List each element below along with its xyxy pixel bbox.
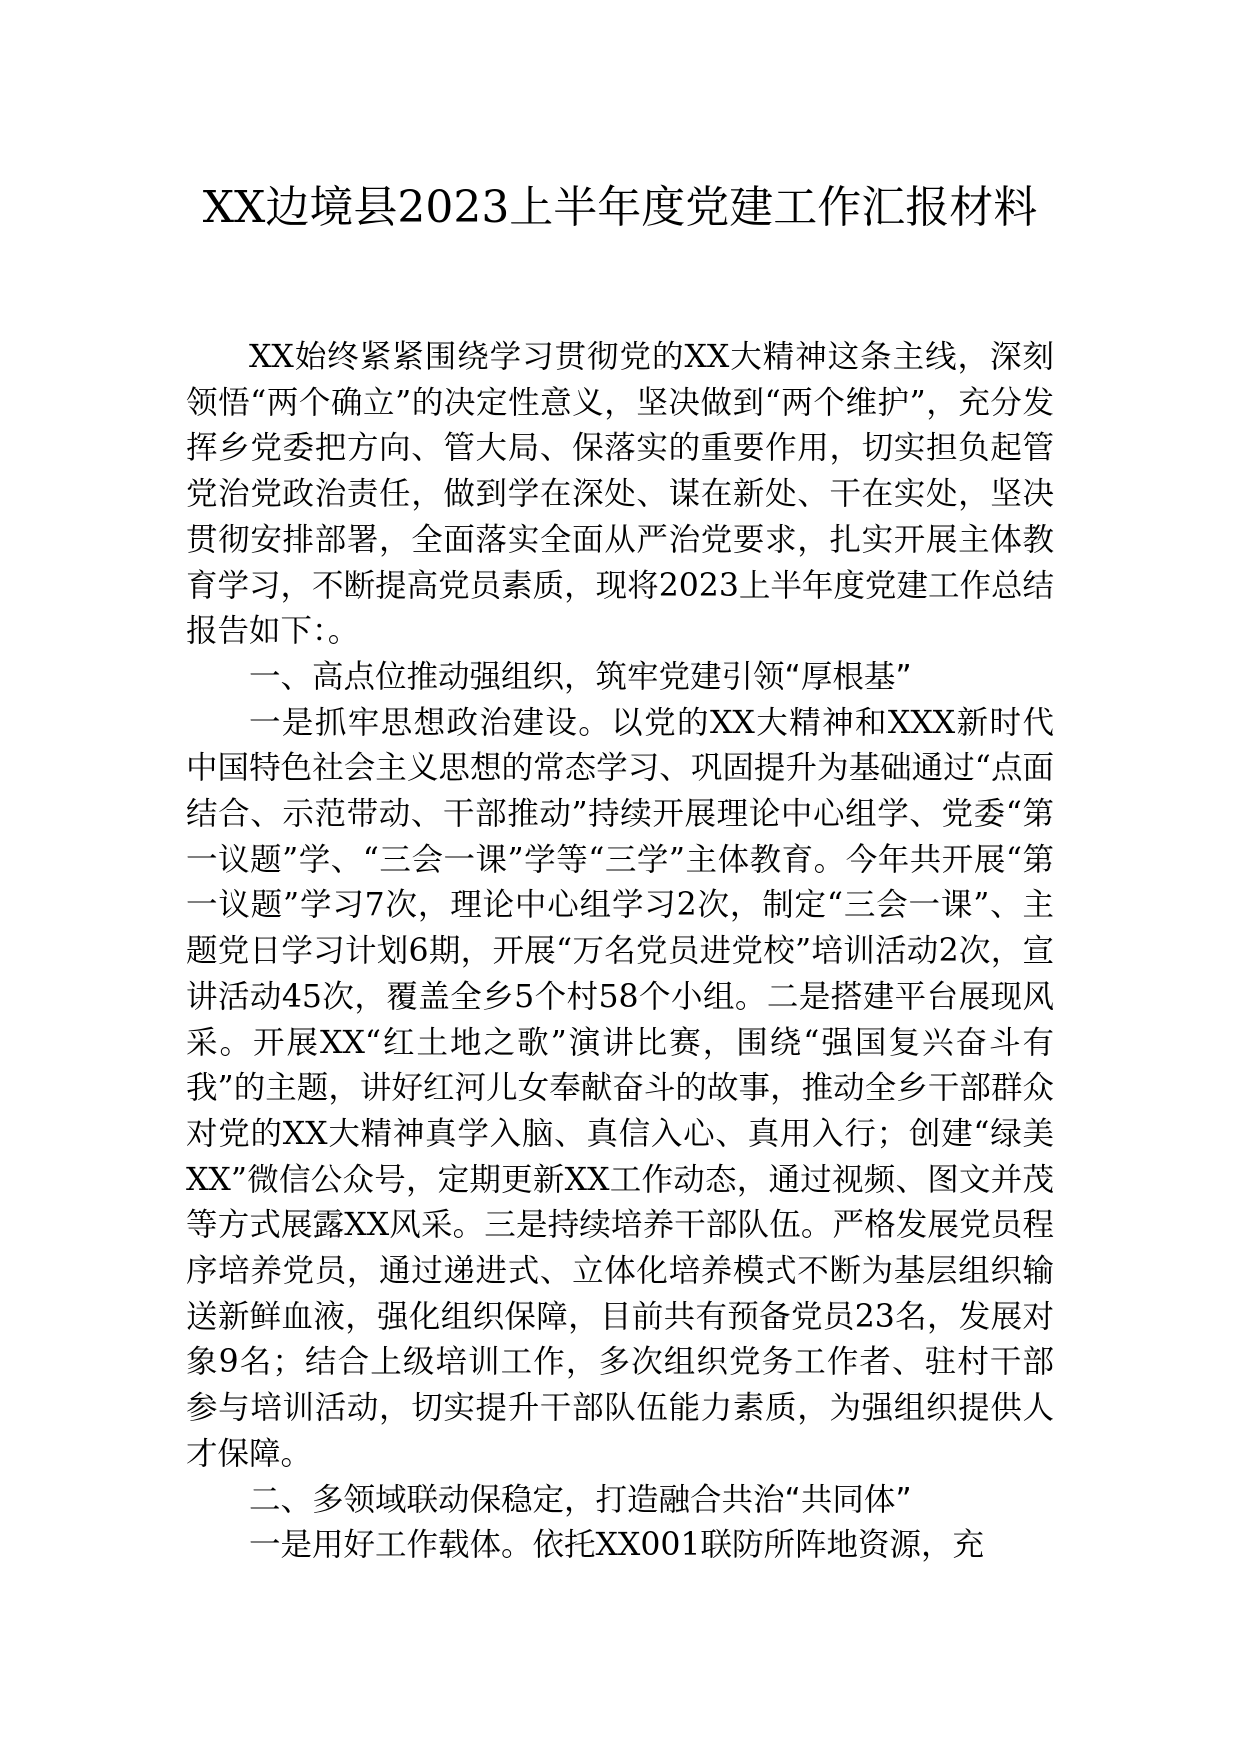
document-title: XX边境县2023上半年度党建工作汇报材料 — [202, 182, 1038, 233]
section-1-paragraph: 一是抓牢思想政治建设。以党的XX大精神和XXX新时代中国特色社会主义思想的常态学习、巩固提升为基础通过“点面结合、示范带动、干部推动”持续开展理论中心组学、党委“第一议题”学、“三会一课”学等“三学”主体教育。今年共开展“第一议题”学习7次，理论中心组学习2次，制定“三会一课”、主题党日学习计划6期，开展“万名党员进党校”培训活动2次，宣讲活动45次，覆盖全乡5个村58个小组。二是搭建平台展现风采。开展XX“红土地之歌”演讲比赛，围绕“强国复兴奋斗有我”的主题，讲好红河儿女奉献奋斗的故事，推动全乡干部群众对党的XX大精神真学入脑、真信入心、真用入行；创建“绿美XX”微信公众号，定期更新XX工作动态，通过视频、图文并茂等方式展露XX风采。三是持续培养干部队伍。严格发展党员程序培养党员，通过递进式、立体化培养模式不断为基层组织输送新鲜血液，强化组织保障，目前共有预备党员23名，发展对象9名；结合上级培训工作，多次组织党务工作者、驻村干部参与培训活动，切实提升干部队伍能力素质，为强组织提供人才保障。 — [186, 704, 1054, 1472]
section-heading-2: 二、多领域联动保稳定，打造融合共治“共同体” — [249, 1481, 912, 1518]
intro-paragraph: XX始终紧紧围绕学习贯彻党的XX大精神这条主线，深刻领悟“两个确立”的决定性意义，坚决做到“两个维护”，充分发挥乡党委把方向、管大局、保落实的重要作用，切实担负起管党治党政治责任，做到学在深处、谋在新处、干在实处，坚决贯彻安排部署，全面落实全面从严治党要求，扎实开展主体教育学习，不断提高党员素质，现将2023上半年度党建工作总结报告如下：。 — [186, 339, 1054, 650]
section-2-paragraph: 一是用好工作载体。依托XX001联防所阵地资源，充 — [249, 1527, 984, 1564]
document-body — [186, 335, 1054, 1569]
section-heading-1: 一、高点位推动强组织，筑牢党建引领“厚根基” — [249, 658, 912, 695]
